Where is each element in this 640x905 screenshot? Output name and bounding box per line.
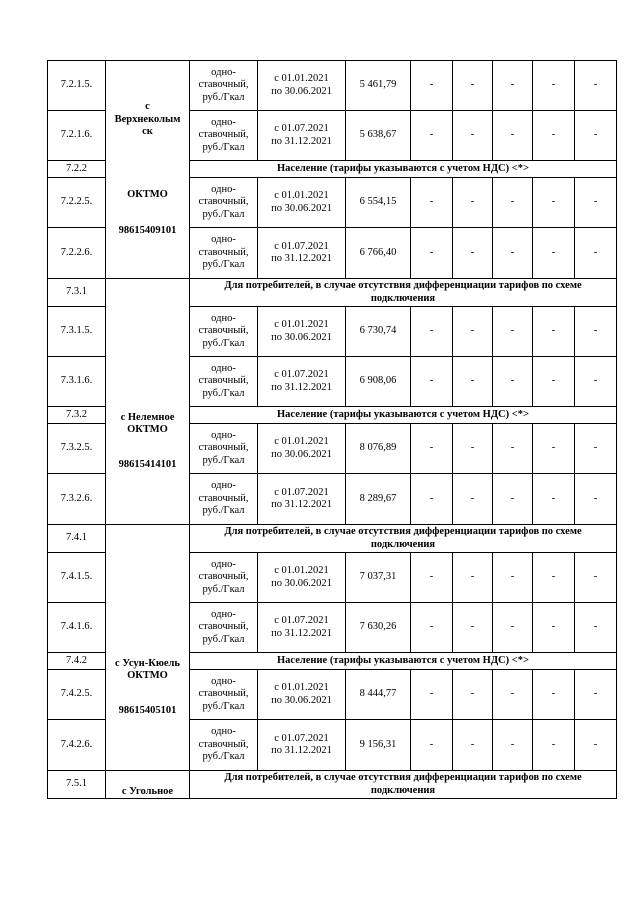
dash-cell: - xyxy=(493,553,533,603)
oktmo-code: 98615405101 xyxy=(118,704,177,716)
rate-type: одно- ставочный, руб./Гкал xyxy=(190,720,258,771)
dash-cell: - xyxy=(575,474,617,525)
dash-cell: - xyxy=(533,553,575,603)
table-row xyxy=(48,525,617,553)
dash-cell: - xyxy=(411,111,453,161)
dash-cell: - xyxy=(411,228,453,279)
settlement-name: с Усун-Кюель xyxy=(115,657,180,669)
rate-type: одно- ставочный, руб./Гкал xyxy=(190,603,258,653)
oktmo-label: ОКТМО xyxy=(127,424,168,436)
table-row xyxy=(48,771,617,799)
dash-cell: - xyxy=(411,357,453,407)
tariff-value: 6 730,74 xyxy=(346,307,411,357)
dash-cell: - xyxy=(453,424,493,474)
dash-cell: - xyxy=(493,61,533,111)
dash-cell: - xyxy=(453,61,493,111)
rate-type: одно- ставочный, руб./Гкал xyxy=(190,307,258,357)
oktmo-code: 98615414101 xyxy=(118,458,177,470)
rate-type: одно- ставочный, руб./Гкал xyxy=(190,357,258,407)
rate-type: одно- ставочный, руб./Гкал xyxy=(190,553,258,603)
dash-cell: - xyxy=(453,111,493,161)
dash-cell: - xyxy=(411,424,453,474)
period: с 01.07.2021 по 31.12.2021 xyxy=(258,357,346,407)
row-code: 7.4.1 xyxy=(48,525,106,553)
dash-cell: - xyxy=(533,307,575,357)
section-header-consumers: Для потребителей, в случае отсутствия дифференциации тарифов по схеме подключения xyxy=(190,279,617,307)
period: с 01.01.2021 по 30.06.2021 xyxy=(258,424,346,474)
tariff-value: 8 289,67 xyxy=(346,474,411,525)
dash-cell: - xyxy=(493,307,533,357)
dash-cell: - xyxy=(493,228,533,279)
rate-type: одно- ставочный, руб./Гкал xyxy=(190,61,258,111)
section-header-population: Население (тарифы указываются с учетом НДС) <*> xyxy=(190,407,617,424)
dash-cell: - xyxy=(533,61,575,111)
dash-cell: - xyxy=(411,474,453,525)
dash-cell: - xyxy=(453,670,493,720)
dash-cell: - xyxy=(493,720,533,771)
row-code: 7.3.1 xyxy=(48,279,106,307)
period: с 01.01.2021 по 30.06.2021 xyxy=(258,178,346,228)
dash-cell: - xyxy=(575,228,617,279)
settlement-name: с Нелемное xyxy=(120,411,175,423)
row-code: 7.3.1.6. xyxy=(48,357,106,407)
dash-cell: - xyxy=(575,178,617,228)
tariff-value: 7 630,26 xyxy=(346,603,411,653)
dash-cell: - xyxy=(575,553,617,603)
section-header-consumers: Для потребителей, в случае отсутствия дифференциации тарифов по схеме подключения xyxy=(190,525,617,553)
dash-cell: - xyxy=(533,111,575,161)
settlement-name: с Угольное xyxy=(121,785,174,797)
dash-cell: - xyxy=(411,178,453,228)
rate-type: одно- ставочный, руб./Гкал xyxy=(190,474,258,525)
dash-cell: - xyxy=(453,228,493,279)
period: с 01.07.2021 по 31.12.2021 xyxy=(258,111,346,161)
dash-cell: - xyxy=(533,474,575,525)
period: с 01.07.2021 по 31.12.2021 xyxy=(258,720,346,771)
row-code: 7.2.2.6. xyxy=(48,228,106,279)
dash-cell: - xyxy=(493,603,533,653)
section-header-population: Население (тарифы указываются с учетом НДС) <*> xyxy=(190,653,617,670)
dash-cell: - xyxy=(493,424,533,474)
tariff-value: 8 444,77 xyxy=(346,670,411,720)
row-code: 7.2.1.6. xyxy=(48,111,106,161)
dash-cell: - xyxy=(411,670,453,720)
dash-cell: - xyxy=(453,603,493,653)
dash-cell: - xyxy=(575,603,617,653)
dash-cell: - xyxy=(493,178,533,228)
row-code: 7.4.2.6. xyxy=(48,720,106,771)
period: с 01.01.2021 по 30.06.2021 xyxy=(258,307,346,357)
rate-type: одно- ставочный, руб./Гкал xyxy=(190,424,258,474)
dash-cell: - xyxy=(575,670,617,720)
section-header-population: Население (тарифы указываются с учетом НДС) <*> xyxy=(190,161,617,178)
dash-cell: - xyxy=(453,307,493,357)
dash-cell: - xyxy=(575,111,617,161)
row-code: 7.2.1.5. xyxy=(48,61,106,111)
tariff-value: 7 037,31 xyxy=(346,553,411,603)
oktmo-code: 98615409101 xyxy=(118,225,177,237)
dash-cell: - xyxy=(453,553,493,603)
dash-cell: - xyxy=(453,720,493,771)
tariff-table xyxy=(47,60,617,799)
period: с 01.07.2021 по 31.12.2021 xyxy=(258,474,346,525)
dash-cell: - xyxy=(493,357,533,407)
period: с 01.01.2021 по 30.06.2021 xyxy=(258,553,346,603)
dash-cell: - xyxy=(493,670,533,720)
tariff-value: 6 908,06 xyxy=(346,357,411,407)
dash-cell: - xyxy=(575,424,617,474)
tariff-value: 8 076,89 xyxy=(346,424,411,474)
dash-cell: - xyxy=(575,61,617,111)
tariff-value: 9 156,31 xyxy=(346,720,411,771)
settlement-name: Верхнеколым xyxy=(114,113,181,125)
settlement-cell-ugolnoe xyxy=(106,771,190,799)
dash-cell: - xyxy=(575,307,617,357)
row-code: 7.4.1.6. xyxy=(48,603,106,653)
dash-cell: - xyxy=(411,603,453,653)
rate-type: одно- ставочный, руб./Гкал xyxy=(190,228,258,279)
row-code: 7.3.1.5. xyxy=(48,307,106,357)
period: с 01.01.2021 по 30.06.2021 xyxy=(258,61,346,111)
settlement-cell-verkhnekolymsk xyxy=(106,61,190,279)
dash-cell: - xyxy=(411,307,453,357)
settlement-name: с xyxy=(145,101,150,113)
dash-cell: - xyxy=(493,111,533,161)
dash-cell: - xyxy=(533,357,575,407)
period: с 01.01.2021 по 30.06.2021 xyxy=(258,670,346,720)
dash-cell: - xyxy=(411,553,453,603)
dash-cell: - xyxy=(533,720,575,771)
dash-cell: - xyxy=(575,720,617,771)
period: с 01.07.2021 по 31.12.2021 xyxy=(258,228,346,279)
dash-cell: - xyxy=(411,61,453,111)
table-row xyxy=(48,279,617,307)
tariff-value: 5 638,67 xyxy=(346,111,411,161)
dash-cell: - xyxy=(453,357,493,407)
dash-cell: - xyxy=(533,603,575,653)
settlement-cell-usun-kyuel xyxy=(106,525,190,771)
dash-cell: - xyxy=(453,178,493,228)
section-header-consumers: Для потребителей, в случае отсутствия дифференциации тарифов по схеме подключения xyxy=(190,771,617,799)
dash-cell: - xyxy=(453,474,493,525)
settlement-name: ск xyxy=(142,126,153,138)
row-code: 7.2.2 xyxy=(48,161,106,178)
period: с 01.07.2021 по 31.12.2021 xyxy=(258,603,346,653)
oktmo-label: ОКТМО xyxy=(127,670,168,682)
dash-cell: - xyxy=(575,357,617,407)
table-row xyxy=(48,61,617,111)
rate-type: одно- ставочный, руб./Гкал xyxy=(190,178,258,228)
row-code: 7.3.2.6. xyxy=(48,474,106,525)
dash-cell: - xyxy=(533,178,575,228)
dash-cell: - xyxy=(493,474,533,525)
row-code: 7.4.2.5. xyxy=(48,670,106,720)
dash-cell: - xyxy=(411,720,453,771)
tariff-value: 5 461,79 xyxy=(346,61,411,111)
row-code: 7.3.2.5. xyxy=(48,424,106,474)
dash-cell: - xyxy=(533,228,575,279)
dash-cell: - xyxy=(533,670,575,720)
tariff-value: 6 766,40 xyxy=(346,228,411,279)
dash-cell: - xyxy=(533,424,575,474)
tariff-value: 6 554,15 xyxy=(346,178,411,228)
row-code: 7.4.1.5. xyxy=(48,553,106,603)
row-code: 7.4.2 xyxy=(48,653,106,670)
row-code: 7.2.2.5. xyxy=(48,178,106,228)
row-code: 7.3.2 xyxy=(48,407,106,424)
rate-type: одно- ставочный, руб./Гкал xyxy=(190,111,258,161)
oktmo-label: ОКТМО xyxy=(127,188,168,200)
settlement-cell-nelemnoe xyxy=(106,279,190,525)
row-code: 7.5.1 xyxy=(48,771,106,799)
rate-type: одно- ставочный, руб./Гкал xyxy=(190,670,258,720)
